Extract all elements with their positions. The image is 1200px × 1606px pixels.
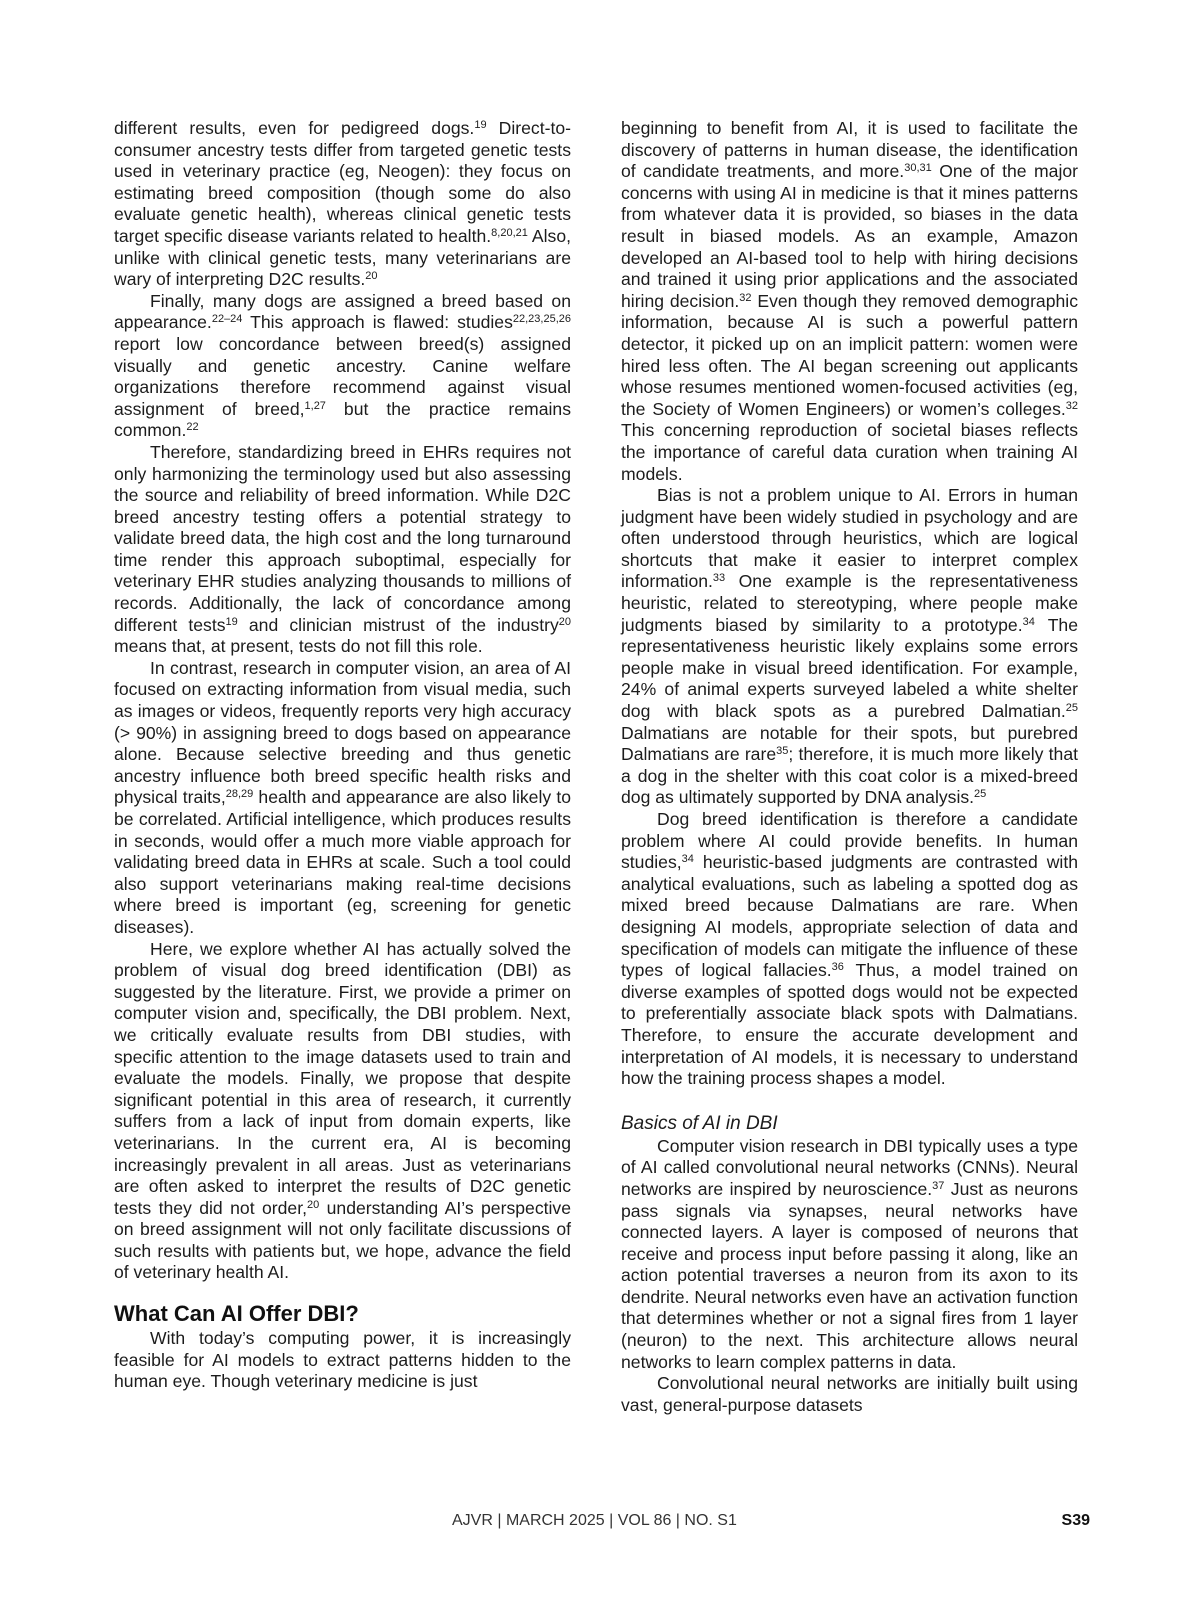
paragraph: Therefore, standardizing breed in EHRs requires not only harmonizing the terminology used but also assessing the source and reliability of breed information. While D2C breed ancestry testing offers a potential strategy to validate breed data, the high cost and the long turnaround time render this approach suboptimal, especially for veterinary EHR studies analyzing thousands to millions of records. Additionally, the lack of concordance among different tests$^{19}$ and clinician mistrust of the industry$^{20}$ means that, at present, tests do not fill this role.: [114, 441, 571, 657]
journal-citation: AJVR | MARCH 2025 | VOL 86 | NO. S1: [452, 1512, 737, 1529]
page-number: S39: [1061, 1512, 1090, 1529]
paragraph: different results, even for pedigreed dogs.$^{19}$ Direct-to-consumer ancestry tests differ from targeted genetic tests used in veterinary practice (eg, Neogen): they focus on estimating breed composition (though some do also evaluate genetic health), whereas clinical genetic tests target specific disease variants related to health.$^{8,20,21}$ Also, unlike with clinical genetic tests, many veterinarians are wary of interpreting D2C results.$^{20}$: [114, 118, 571, 290]
paragraph: Computer vision research in DBI typically uses a type of AI called convolutional neural networks (CNNs). Neural networks are inspired by neuroscience.$^{37}$ Just as neurons pass signals via synapses, neural networks have connected layers. A layer is composed of neurons that receive and process input before passing it along, like an action potential traverses a neuron from its axon to its dendrite. Neural networks even have an activation function that determines whether or not a signal fires from 1 layer (neuron) to the next. This architecture allows neural networks to learn complex patterns in data.: [621, 1135, 1078, 1372]
right-column: [621, 118, 1078, 1416]
left-column: [114, 118, 571, 1393]
subsection-heading: Basics of AI in DBI: [621, 1112, 778, 1134]
paragraph: Convolutional neural networks are initially built using vast, general-purpose datasets: [621, 1373, 1078, 1415]
paragraph: Here, we explore whether AI has actually solved the problem of visual dog breed identification (DBI) as suggested by the literature. First, we provide a primer on computer vision and, specifically, the DBI problem. Next, we critically evaluate results from DBI studies, with specific attention to the image datasets used to train and evaluate the models. Finally, we propose that despite significant potential in this area of research, it currently suffers from a lack of input from domain experts, like veterinarians. In the current era, AI is becoming increasingly prevalent in all areas. Just as veterinarians are often asked to interpret the results of D2C genetic tests they did not order,$^{20}$ understanding AI’s perspective on breed assignment will not only facilitate discussions of such results with patients but, we hope, advance the field of veterinary health AI.: [114, 938, 571, 1283]
paragraph: With today’s computing power, it is increasingly feasible for AI models to extract patterns hidden to the human eye. Though veterinary medicine is just: [114, 1328, 571, 1392]
paragraph: Dog breed identification is therefore a candidate problem where AI could provide benefits. In human studies,$^{34}$ heuristic-based judgments are contrasted with analytical evaluations, such as labeling a spotted dog as mixed breed because Dalmatians are rare. When designing AI models, appropriate selection of data and specification of models can mitigate the influence of these types of logical fallacies.$^{36}$ Thus, a model trained on diverse examples of spotted dogs would not be expected to preferentially associate black spots with Dalmatians. Therefore, to ensure the accurate development and interpretation of AI models, it is necessary to understand how the training process shapes a model.: [621, 809, 1078, 1089]
paragraph: Finally, many dogs are assigned a breed based on appearance.$^{22-24}$ This approach is flawed: studies$^{22,23,25,26}$ report low concordance between breed(s) assigned visually and genetic ancestry. Canine welfare organizations therefore recommend against visual assignment of breed,$^{1,27}$ but the practice remains common.$^{22}$: [114, 290, 571, 441]
paragraph: beginning to benefit from AI, it is used to facilitate the discovery of patterns in human disease, the identification of candidate treatments, and more.$^{30,31}$ One of the major concerns with using AI in medicine is that it mines patterns from whatever data it is provided, so biases in the data result in biased models. As an example, Amazon developed an AI-based tool to help with hiring decisions and trained it using prior applications and the associated hiring decision.$^{32}$ Even though they removed demographic information, because AI is such a powerful pattern detector, it picked up on an implicit pattern: women were hired less often. The AI began screening out applicants whose resumes mentioned women-focused activities (eg, the Society of Women Engineers) or women’s colleges.$^{32}$ This concerning reproduction of societal biases reflects the importance of careful data curation when training AI models.: [621, 118, 1079, 484]
paragraph: In contrast, research in computer vision, an area of AI focused on extracting information from visual media, such as images or videos, frequently reports very high accuracy (> 90%) in assigning breed to dogs based on appearance alone. Because selective breeding and thus genetic ancestry influence both breed specific health risks and physical traits,$^{28,29}$ health and appearance are also likely to be correlated. Artificial intelligence, which produces results in seconds, would offer a much more viable approach for validating breed data in EHRs at scale. Such a tool could also support veterinarians making real-time decisions where breed is important (eg, screening for genetic diseases).: [114, 657, 571, 937]
section-heading: What Can AI Offer DBI?: [114, 1301, 359, 1327]
paragraph: Bias is not a problem unique to AI. Errors in human judgment have been widely studied in psychology and are often understood through heuristics, which are logical shortcuts that make it easier to interpret complex information.$^{33}$ One example is the representativeness heuristic, related to stereotyping, where people make judgments biased by similarity to a prototype.$^{34}$ The representativeness heuristic likely explains some errors people make in visual breed identification. For example, 24% of animal experts surveyed labeled a white shelter dog with black spots as a purebred Dalmatian.$^{25}$ Dalmatians are notable for their spots, but purebred Dalmatians are rare$^{35}$; therefore, it is much more likely that a dog in the shelter with this coat color is a mixed-breed dog as ultimately supported by DNA analysis.$^{25}$: [621, 485, 1079, 808]
